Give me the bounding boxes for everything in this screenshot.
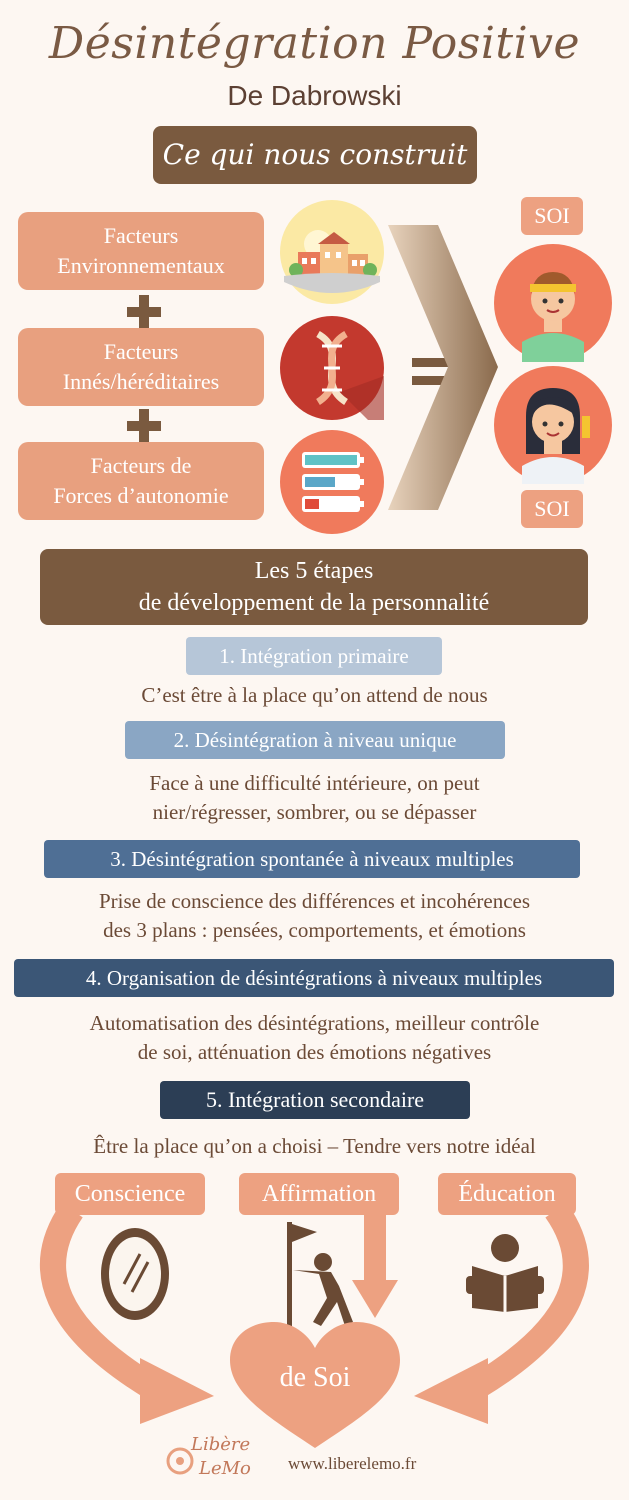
stage-desc-2-line1: Face à une difficulté intérieure, on peut (149, 771, 480, 795)
stage-desc-3-line2: des 3 plans : pensées, comportements, et émotions (103, 918, 526, 942)
stage-label-5-text: 5. Intégration secondaire (205, 1087, 425, 1112)
page-title: Désintégration Positive (48, 18, 581, 69)
outcome-affirmation-text: Affirmation (261, 1181, 377, 1207)
outcome-conscience-text: Conscience (74, 1181, 186, 1207)
reader-icon (466, 1232, 544, 1312)
factor-label-line2: Environnementaux (57, 253, 225, 278)
factor-label-line2: Innés/héréditaires (62, 369, 220, 394)
page-subtitle: De Dabrowski (227, 80, 402, 111)
factor-label-line2: Forces d’autonomie (53, 483, 229, 508)
dna-icon (280, 316, 384, 420)
stage-desc-1: C’est être à la place qu’on attend de nous (141, 683, 488, 707)
factor-box-environment (18, 212, 264, 290)
website-link[interactable]: www.liberelemo.fr (288, 1454, 417, 1473)
flag-climber-icon (283, 1222, 363, 1330)
brand-logo (165, 1434, 275, 1490)
stage-label-1-text: 1. Intégration primaire (219, 644, 409, 668)
stage-label-3-text: 3. Désintégration spontanée à niveaux multiples (110, 847, 514, 871)
factor-label-line1: Facteurs (103, 339, 179, 364)
stage-label-3 (44, 840, 580, 878)
stage-label-1 (186, 637, 442, 675)
heart-label: de Soi (279, 1362, 351, 1393)
mirror-icon (98, 1224, 172, 1324)
stage-label-5 (160, 1081, 470, 1119)
stages-banner-line2: de développement de la personnalité (138, 590, 490, 616)
stage-label-2 (125, 721, 505, 759)
stage-label-2-text: 2. Désintégration à niveau unique (173, 728, 457, 752)
stage-label-4-text: 4. Organisation de désintégrations à niveaux multiples (85, 966, 543, 990)
brand-logo-line2: LeMo (199, 1458, 251, 1479)
factor-box-innate (18, 328, 264, 406)
stages-banner-line1: Les 5 étapes (254, 558, 374, 584)
stage-desc-3-line1: Prise de conscience des différences et incohérences (98, 889, 531, 913)
stage-desc-4-line2: de soi, atténuation des émotions négatives (137, 1040, 492, 1064)
outcome-conscience (55, 1173, 205, 1215)
soi-label-bottom (521, 490, 583, 528)
stage-desc-2-line2: nier/régresser, sombrer, ou se dépasser (152, 800, 477, 824)
girl-avatar-icon (494, 366, 612, 484)
town-icon (280, 200, 384, 304)
outcome-affirmation (239, 1173, 399, 1215)
stages-banner (40, 549, 588, 625)
brand-logo-line1: Libère (191, 1434, 251, 1455)
section-banner-construit-text: Ce qui nous construit (162, 138, 468, 171)
factor-label-line1: Facteurs (103, 223, 179, 248)
boy-avatar-icon (494, 244, 612, 362)
stage-desc-4-line1: Automatisation des désintégrations, meilleur contrôle (89, 1011, 540, 1035)
plus-icon (127, 409, 161, 443)
soi-label-top (521, 197, 583, 235)
stage-label-4 (14, 959, 614, 997)
factor-label-line1: Facteurs de (90, 453, 192, 478)
soi-label-bottom-text: SOI (534, 496, 570, 521)
outcome-education (438, 1173, 576, 1215)
soi-label-top-text: SOI (534, 203, 570, 228)
outcome-education-text: Éducation (458, 1181, 556, 1207)
stage-desc-5: Être la place qu’on a choisi – Tendre vers notre idéal (93, 1134, 536, 1158)
chevron-right-icon (388, 225, 498, 510)
plus-icon (127, 295, 161, 329)
section-banner-construit (153, 126, 477, 184)
battery-levels-icon (280, 430, 384, 534)
factor-box-autonomy (18, 442, 264, 520)
